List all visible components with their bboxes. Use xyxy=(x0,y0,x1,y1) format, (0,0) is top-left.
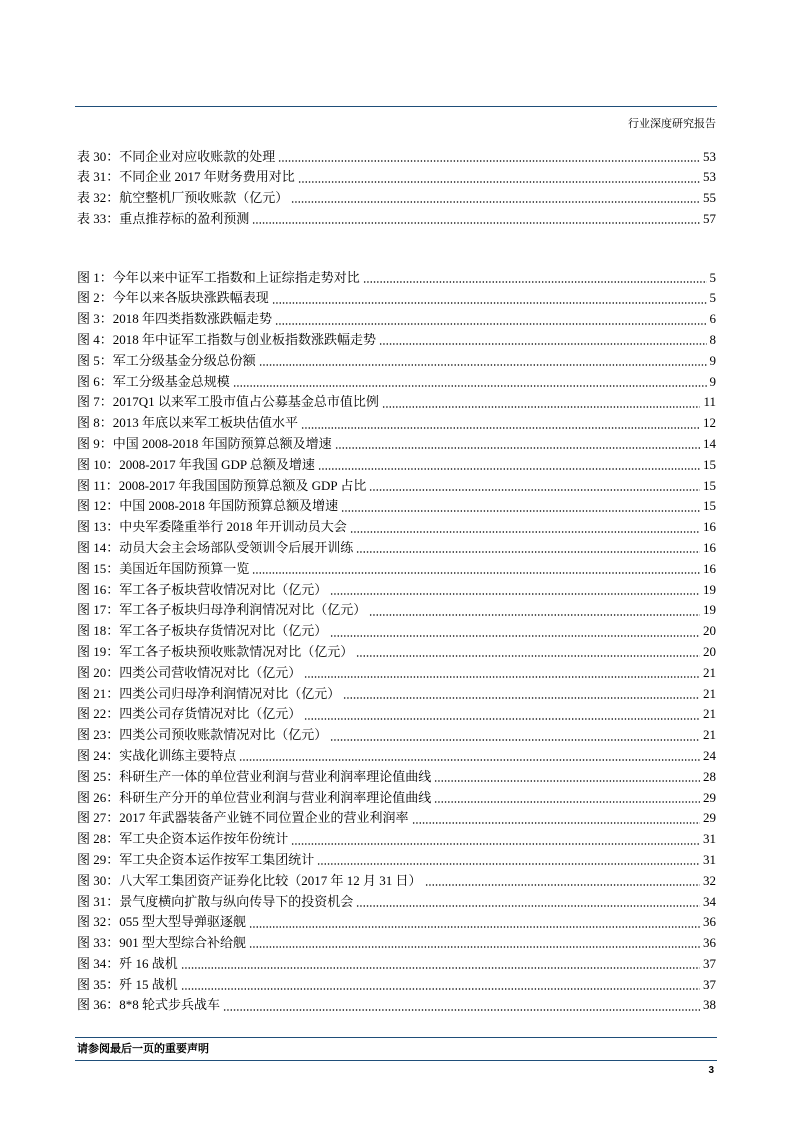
table-list-entry[interactable] xyxy=(77,167,716,188)
toc-entry-page-number: 29 xyxy=(703,789,716,805)
toc-entry-label: 图 21： xyxy=(77,685,120,701)
toc-entry-label: 图 32： xyxy=(77,914,120,930)
toc-entry-page-number: 19 xyxy=(703,602,716,618)
figure-list-entry[interactable] xyxy=(77,975,716,996)
toc-entry-title: 不同企业对应收账款的处理 xyxy=(119,148,276,164)
toc-entry-title: 8*8 轮式步兵战车 xyxy=(119,997,221,1013)
toc-entry-page-number: 20 xyxy=(703,643,716,659)
toc-entry-page-number: 14 xyxy=(703,435,716,451)
list-of-figures xyxy=(77,268,716,1017)
toc-entry-page-number: 8 xyxy=(709,331,716,347)
dot-leader xyxy=(301,427,700,429)
toc-entry-page-number: 11 xyxy=(703,394,716,410)
figure-list-entry[interactable] xyxy=(77,642,716,663)
dot-leader xyxy=(298,181,700,183)
dot-leader xyxy=(434,780,700,782)
toc-entry-page-number: 15 xyxy=(703,498,716,514)
figure-list-entry[interactable] xyxy=(77,476,716,497)
toc-entry-title: 歼 15 战机 xyxy=(119,976,178,992)
toc-entry-label: 图 28： xyxy=(77,831,120,847)
table-list-entry[interactable] xyxy=(77,188,716,209)
toc-entry-title: 八大军工集团资产证券化比较（2017 年 12 月 31 日） xyxy=(119,872,422,888)
dot-leader xyxy=(233,385,707,387)
toc-entry-title: 055 型大型导弹驱逐舰 xyxy=(119,914,247,930)
toc-entry-title: 歼 16 战机 xyxy=(119,955,178,971)
figure-list-entry[interactable] xyxy=(77,808,716,829)
toc-entry-page-number: 21 xyxy=(703,727,716,743)
toc-entry-page-number: 29 xyxy=(703,810,716,826)
dot-leader xyxy=(272,302,707,304)
table-list-entry[interactable] xyxy=(77,147,716,168)
figure-list-entry[interactable] xyxy=(77,912,716,933)
dot-leader xyxy=(412,822,700,824)
toc-entry-title: 军工央企资本运作按军工集团统计 xyxy=(119,851,315,867)
toc-entry-label: 图 10： xyxy=(77,456,120,472)
toc-entry-label: 图 24： xyxy=(77,747,120,763)
toc-entry-label: 图 17： xyxy=(77,602,120,618)
toc-entry-page-number: 57 xyxy=(703,210,716,226)
figure-list-entry[interactable] xyxy=(77,288,716,309)
figure-list-entry[interactable] xyxy=(77,871,716,892)
toc-entry-page-number: 36 xyxy=(703,914,716,930)
figure-list-entry[interactable] xyxy=(77,684,716,705)
toc-entry-label: 图 19： xyxy=(77,643,120,659)
toc-entry-page-number: 24 xyxy=(703,747,716,763)
toc-entry-label: 图 9： xyxy=(77,435,113,451)
toc-entry-label: 图 11： xyxy=(77,477,119,493)
toc-entry-label: 图 16： xyxy=(77,581,120,597)
toc-entry-label: 图 36： xyxy=(77,997,120,1013)
toc-entry-label: 图 26： xyxy=(77,789,120,805)
figure-list-entry[interactable] xyxy=(77,767,716,788)
figure-list-entry[interactable] xyxy=(77,788,716,809)
toc-entry-title: 实战化训练主要特点 xyxy=(119,747,237,763)
toc-entry-page-number: 15 xyxy=(703,477,716,493)
dot-leader xyxy=(425,884,700,886)
toc-entry-label: 表 33： xyxy=(77,210,120,226)
toc-entry-label: 表 32： xyxy=(77,189,120,205)
dot-leader xyxy=(341,510,700,512)
figure-list-entry[interactable] xyxy=(77,725,716,746)
figure-list-entry[interactable] xyxy=(77,455,716,476)
toc-entry-page-number: 16 xyxy=(703,560,716,576)
toc-entry-label: 表 30： xyxy=(77,148,120,164)
dot-leader xyxy=(434,801,700,803)
toc-entry-page-number: 16 xyxy=(703,519,716,535)
dot-leader xyxy=(304,718,700,720)
dot-leader xyxy=(356,655,700,657)
toc-entry-title: 中央军委隆重举行 2018 年开训动员大会 xyxy=(119,519,347,535)
toc-entry-title: 中国 2008-2018 年国防预算总额及增速 xyxy=(119,498,339,514)
toc-entry-title: 军工各子板块存货情况对比（亿元） xyxy=(119,623,328,639)
toc-entry-page-number: 21 xyxy=(703,685,716,701)
toc-entry-title: 2008-2017 年我国国防预算总额及 GDP 占比 xyxy=(118,477,367,493)
footer-disclaimer: 请参阅最后一页的重要声明 xyxy=(77,1043,209,1055)
toc-entry-title: 901 型大型综合补给舰 xyxy=(119,935,247,951)
toc-entry-label: 图 3： xyxy=(77,311,113,327)
dot-leader xyxy=(249,926,700,928)
toc-entry-title: 四类公司预收账款情况对比（亿元） xyxy=(119,727,328,743)
toc-entry-page-number: 37 xyxy=(703,976,716,992)
toc-entry-page-number: 28 xyxy=(703,768,716,784)
toc-entry-title: 美国近年国防预算一览 xyxy=(119,560,250,576)
figure-list-entry[interactable] xyxy=(77,621,716,642)
toc-entry-title: 2018 年中证军工指数与创业板指数涨跌幅走势 xyxy=(112,331,377,347)
toc-entry-label: 图 15： xyxy=(77,560,120,576)
toc-entry-label: 图 7： xyxy=(77,394,113,410)
figure-list-entry[interactable] xyxy=(77,413,716,434)
toc-entry-page-number: 34 xyxy=(703,893,716,909)
toc-entry-title: 2008-2017 年我国 GDP 总额及增速 xyxy=(119,456,315,472)
toc-entry-label: 图 5： xyxy=(77,352,113,368)
toc-entry-title: 2018 年四类指数涨跌幅走势 xyxy=(112,311,273,327)
dot-leader xyxy=(356,905,700,907)
dot-leader xyxy=(330,635,700,637)
toc-entry-label: 图 13： xyxy=(77,519,120,535)
toc-entry-title: 军工各子板块预收账款情况对比（亿元） xyxy=(119,643,354,659)
dot-leader xyxy=(239,759,700,761)
figure-list-entry[interactable] xyxy=(77,309,716,330)
toc-entry-page-number: 32 xyxy=(703,872,716,888)
toc-entry-page-number: 38 xyxy=(703,997,716,1013)
toc-entry-label: 图 29： xyxy=(77,851,120,867)
figure-list-entry[interactable] xyxy=(77,538,716,559)
dot-leader xyxy=(330,739,700,741)
figure-list-entry[interactable] xyxy=(77,559,716,580)
toc-entry-page-number: 15 xyxy=(703,456,716,472)
toc-entry-page-number: 21 xyxy=(703,706,716,722)
toc-entry-page-number: 20 xyxy=(703,623,716,639)
footer-rule-lower xyxy=(75,1060,717,1061)
toc-entry-title: 2013 年底以来军工板块估值水平 xyxy=(112,415,299,431)
toc-entry-page-number: 55 xyxy=(703,189,716,205)
toc-entry-label: 图 31： xyxy=(77,893,120,909)
toc-entry-page-number: 31 xyxy=(703,851,716,867)
toc-entry-title: 中国 2008-2018 年国防预算总额及增速 xyxy=(112,435,332,451)
toc-entry-label: 图 6： xyxy=(77,373,113,389)
dot-leader xyxy=(350,531,700,533)
figure-list-entry[interactable] xyxy=(77,330,716,351)
toc-entry-page-number: 36 xyxy=(703,935,716,951)
dot-leader xyxy=(363,281,707,283)
toc-entry-title: 军工各子板块归母净利润情况对比（亿元） xyxy=(119,602,367,618)
toc-entry-page-number: 31 xyxy=(703,831,716,847)
figure-list-entry[interactable] xyxy=(77,850,716,871)
toc-entry-label: 图 12： xyxy=(77,498,120,514)
dot-leader xyxy=(259,364,707,366)
toc-entry-title: 四类公司归母净利润情况对比（亿元） xyxy=(119,685,341,701)
figure-list-entry[interactable] xyxy=(77,600,716,621)
toc-entry-title: 景气度横向扩散与纵向传导下的投资机会 xyxy=(119,893,354,909)
toc-entry-title: 不同企业 2017 年财务费用对比 xyxy=(119,169,295,185)
toc-entry-title: 科研生产一体的单位营业利润与营业利润率理论值曲线 xyxy=(119,768,432,784)
toc-entry-title: 军工分级基金总规模 xyxy=(112,373,230,389)
toc-entry-page-number: 53 xyxy=(703,169,716,185)
dot-leader xyxy=(343,697,700,699)
toc-entry-label: 图 14： xyxy=(77,539,120,555)
figure-list-entry[interactable] xyxy=(77,268,716,289)
toc-entry-page-number: 19 xyxy=(703,581,716,597)
toc-entry-title: 重点推荐标的盈利预测 xyxy=(119,210,250,226)
figure-list-entry[interactable] xyxy=(77,517,716,538)
toc-entry-title: 今年以来各版块涨跌幅表现 xyxy=(112,290,269,306)
toc-entry-page-number: 37 xyxy=(703,955,716,971)
dot-leader xyxy=(278,160,700,162)
dot-leader xyxy=(369,614,700,616)
toc-entry-title: 今年以来中证军工指数和上证综指走势对比 xyxy=(112,269,360,285)
dot-leader xyxy=(252,222,700,224)
dot-leader xyxy=(291,843,700,845)
toc-entry-title: 科研生产分开的单位营业利润与营业利润率理论值曲线 xyxy=(119,789,432,805)
toc-entry-label: 图 27： xyxy=(77,810,120,826)
toc-entry-title: 2017Q1 以来军工股市值占公募基金总市值比例 xyxy=(112,394,379,410)
toc-entry-label: 图 33： xyxy=(77,935,120,951)
dot-leader xyxy=(291,201,700,203)
toc-entry-label: 图 35： xyxy=(77,976,120,992)
figure-list-entry[interactable] xyxy=(77,892,716,913)
toc-entry-label: 图 22： xyxy=(77,706,120,722)
figure-list-entry[interactable] xyxy=(77,663,716,684)
toc-entry-label: 图 8： xyxy=(77,415,113,431)
toc-entry-title: 2017 年武器装备产业链不同位置企业的营业利润率 xyxy=(119,810,409,826)
toc-entry-page-number: 9 xyxy=(709,373,716,389)
figure-list-entry[interactable] xyxy=(77,829,716,850)
figure-list-entry[interactable] xyxy=(77,746,716,767)
toc-entry-label: 图 30： xyxy=(77,872,120,888)
figure-list-entry[interactable] xyxy=(77,933,716,954)
toc-entry-page-number: 21 xyxy=(703,664,716,680)
toc-entry-label: 图 2： xyxy=(77,290,113,306)
table-list-entry[interactable] xyxy=(77,209,716,230)
toc-entry-label: 图 25： xyxy=(77,768,120,784)
toc-entry-label: 图 34： xyxy=(77,955,120,971)
header-rule xyxy=(75,106,717,107)
dot-leader xyxy=(249,946,700,948)
toc-entry-label: 表 31： xyxy=(77,169,120,185)
dot-leader xyxy=(382,406,701,408)
figure-list-entry[interactable] xyxy=(77,954,716,975)
toc-entry-title: 四类公司营收情况对比（亿元） xyxy=(119,664,302,680)
dot-leader xyxy=(181,988,700,990)
dot-leader xyxy=(335,447,700,449)
dot-leader xyxy=(317,863,700,865)
toc-entry-label: 图 4： xyxy=(77,331,113,347)
toc-entry-title: 军工各子板块营收情况对比（亿元） xyxy=(119,581,328,597)
dot-leader xyxy=(181,967,700,969)
toc-entry-title: 动员大会主会场部队受领训令后展开训练 xyxy=(119,539,354,555)
dot-leader xyxy=(304,676,700,678)
figure-list-entry[interactable] xyxy=(77,496,716,517)
toc-entry-page-number: 12 xyxy=(703,415,716,431)
toc-entry-page-number: 5 xyxy=(709,269,716,285)
toc-entry-title: 四类公司存货情况对比（亿元） xyxy=(119,706,302,722)
dot-leader xyxy=(318,468,700,470)
figure-list-entry[interactable] xyxy=(77,351,716,372)
dot-leader xyxy=(252,572,700,574)
toc-entry-label: 图 1： xyxy=(77,269,113,285)
toc-entry-title: 航空整机厂预收账款（亿元） xyxy=(119,189,289,205)
toc-entry-page-number: 9 xyxy=(709,352,716,368)
dot-leader xyxy=(330,593,700,595)
figure-list-entry[interactable] xyxy=(77,580,716,601)
footer-rule-upper xyxy=(75,1037,717,1038)
figure-list-entry[interactable] xyxy=(77,372,716,393)
dot-leader xyxy=(369,489,700,491)
dot-leader xyxy=(356,551,700,553)
figure-list-entry[interactable] xyxy=(77,392,716,413)
figure-list-entry[interactable] xyxy=(77,434,716,455)
figure-list-entry[interactable] xyxy=(77,995,716,1016)
toc-entry-page-number: 6 xyxy=(709,311,716,327)
dot-leader xyxy=(379,343,706,345)
list-of-tables xyxy=(77,147,716,230)
toc-entry-label: 图 20： xyxy=(77,664,120,680)
toc-entry-label: 图 18： xyxy=(77,623,120,639)
toc-entry-page-number: 16 xyxy=(703,539,716,555)
toc-entry-title: 军工分级基金分级总份额 xyxy=(112,352,256,368)
dot-leader xyxy=(223,1009,700,1011)
toc-entry-label: 图 23： xyxy=(77,727,120,743)
dot-leader xyxy=(275,323,706,325)
report-type-label: 行业深度研究报告 xyxy=(628,118,716,130)
figure-list-entry[interactable] xyxy=(77,704,716,725)
toc-entry-page-number: 53 xyxy=(703,148,716,164)
toc-entry-page-number: 5 xyxy=(709,290,716,306)
page-number: 3 xyxy=(708,1065,714,1076)
toc-entry-title: 军工央企资本运作按年份统计 xyxy=(119,831,289,847)
